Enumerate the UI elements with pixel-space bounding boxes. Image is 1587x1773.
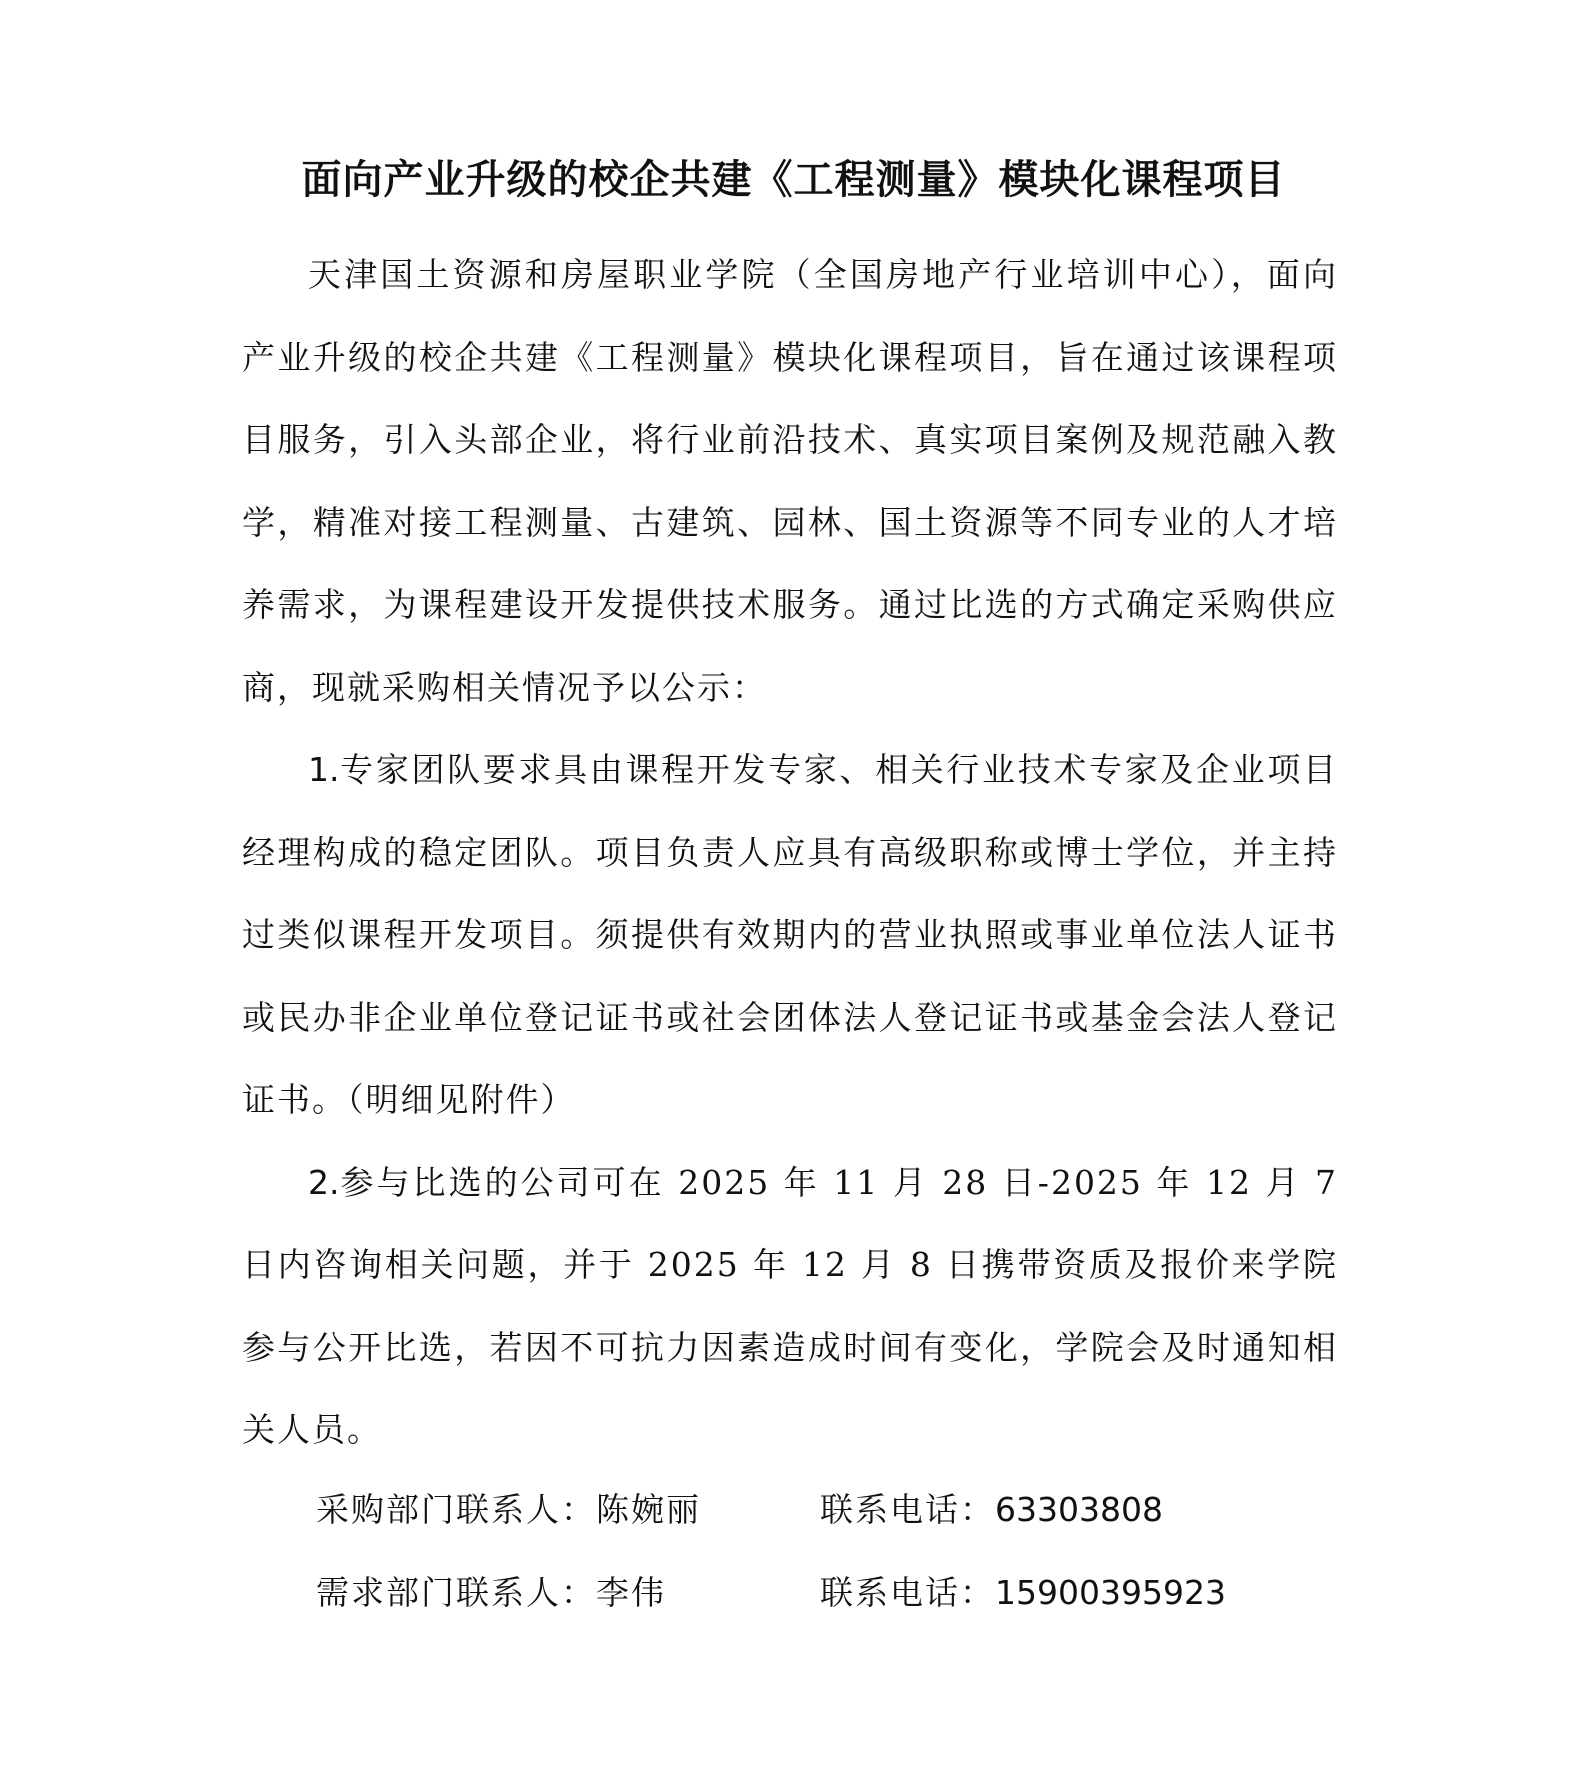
- contact-phone-number: 63303808: [995, 1490, 1163, 1529]
- contact-person: [316, 1552, 666, 1635]
- contact-dept-label: 采购部门联系人：: [316, 1490, 596, 1529]
- document-title: 面向产业升级的校企共建《工程测量》模块化课程项目: [301, 156, 1286, 203]
- intro-paragraph: 天津国土资源和房屋职业学院（全国房地产行业培训中心），面向产业升级的校企共建《工程测量》模块化课程项目，旨在通过该课程项目服务，引入头部企业，将行业前沿技术、真实项目案例及规范融入教学，精准对接工程测量、古建筑、园林、国土资源等不同专业的人才培养需求，为课程建设开发提供技术服务。通过比选的方式确定采购供应商，现就采购相关情况予以公示：: [242, 255, 1338, 707]
- contact-phone: [820, 1552, 1226, 1635]
- contact-row-procurement: [316, 1469, 1316, 1552]
- contact-person: [316, 1469, 701, 1552]
- contact-phone: [820, 1469, 1163, 1552]
- contact-name: 陈婉丽: [596, 1490, 701, 1529]
- document-body: [242, 234, 1338, 1472]
- item-2-paragraph: [242, 1142, 1338, 1472]
- contact-dept-label: 需求部门联系人：: [316, 1572, 596, 1612]
- contact-phone-label: 联系电话：: [820, 1490, 995, 1529]
- contact-name: 李伟: [596, 1572, 666, 1612]
- item-1-paragraph: [242, 729, 1338, 1142]
- item-2-text: 参与比选的公司可在 2025 年 11 月 28 日-2025 年 12 月 7 日内咨询相关问题，并于 2025 年 12 月 8 日携带资质及报价来学院参与公开比选，若因不可抗力因素造成时间有变化，学院会及时通知相关人员。: [242, 1162, 1338, 1449]
- contact-phone-label: 联系电话：: [820, 1572, 995, 1612]
- item-1-number: 1.: [308, 750, 340, 789]
- contact-block: [316, 1469, 1316, 1634]
- item-2-number: 2.: [308, 1162, 340, 1202]
- item-1-text: 专家团队要求具由课程开发专家、相关行业技术专家及企业项目经理构成的稳定团队。项目负责人应具有高级职称或博士学位，并主持过类似课程开发项目。须提供有效期内的营业执照或事业单位法人证书或民办非企业单位登记证书或社会团体法人登记证书或基金会法人登记证书。（明细见附件）: [242, 750, 1338, 1119]
- contact-row-demand: [316, 1552, 1316, 1635]
- contact-phone-number: 15900395923: [995, 1572, 1226, 1612]
